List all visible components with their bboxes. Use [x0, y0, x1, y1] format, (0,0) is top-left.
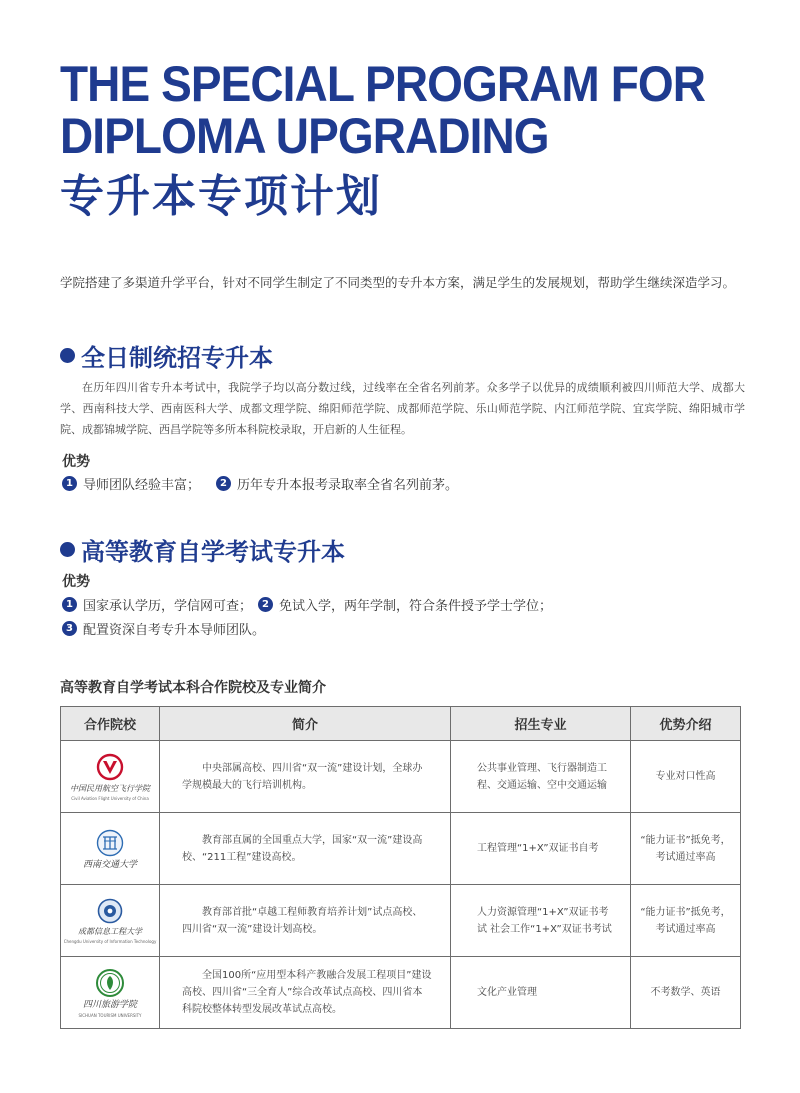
title-english-line1: THE SPECIAL PROGRAM FOR: [60, 56, 706, 112]
section2-heading: [60, 532, 345, 567]
section2-advantages-row1: [62, 595, 552, 614]
swjtu-logo-icon: [95, 828, 125, 858]
number-3-icon: 3: [62, 621, 77, 636]
header-intro: 简介: [160, 707, 451, 741]
section2-heading-text: 高等教育自学考试专升本: [81, 538, 345, 566]
number-2-icon: 2: [216, 476, 231, 491]
title-chinese: 专升本专项计划: [60, 171, 382, 222]
school-logo-cell: [61, 741, 160, 813]
school-name: 四川旅游学院: [82, 999, 137, 1010]
school-advantage: “能力证书”抵免考，考试通过率高: [631, 885, 741, 957]
section2-advantage-1: 国家承认学历，学信网可查；: [83, 599, 253, 614]
school-major: 公共事业管理、飞行器制造工程、交通运输、空中交通运输: [451, 741, 631, 813]
section1-heading: [60, 338, 273, 373]
table-row: [61, 741, 741, 813]
section1-advantage-1: 导师团队经验丰富；: [83, 478, 201, 493]
section2-advantages-label: 优势: [62, 574, 90, 590]
section2-advantage-2: 免试入学，两年学制，符合条件授予学士学位；: [279, 599, 553, 614]
table-row: [61, 885, 741, 957]
school-logo-cell: [61, 813, 160, 885]
sctu-logo-icon: [95, 968, 125, 998]
school-major: 人力资源管理“1+X”双证书考试 社会工作“1+X”双证书考试: [451, 885, 631, 957]
section1-advantages-label: 优势: [62, 454, 90, 470]
title-english-line2: DIPLOMA UPGRADING: [60, 108, 549, 164]
school-advantage: “能力证书”抵免考，考试通过率高: [631, 813, 741, 885]
school-name: 中国民用航空飞行学院: [70, 783, 150, 793]
table-row: [61, 813, 741, 885]
section2-advantage-3: 配置资深自考专升本导师团队。: [83, 623, 266, 638]
school-name: 成都信息工程大学: [78, 926, 142, 936]
school-name-en: Civil Aviation Flight University of China: [71, 795, 149, 801]
section1-heading-text: 全日制统招专升本: [81, 344, 273, 372]
table-row: [61, 957, 741, 1029]
school-intro: 教育部首批“卓越工程师教育培养计划”试点高校、四川省“双一流”建设计划高校。: [160, 885, 451, 957]
school-advantage: 不考数学、英语: [631, 957, 741, 1029]
cuit-logo-icon: [97, 898, 123, 924]
section2-advantages-row2: [62, 619, 265, 638]
title-english: [60, 58, 704, 162]
school-advantage: 专业对口性高: [631, 741, 741, 813]
section1-paragraph: 在历年四川省专升本考试中，我院学子均以高分数过线，过线率在全省名列前茅。众多学子以优异的成绩顺利被四川师范大学、成都大学、西南科技大学、西南医科大学、成都文理学院、绵阳师范学院、成都师范学院、乐山师范学院、内江师范学院、宜宾学院、绵阳城市学院、成都锦城学院、西昌学院等多所本科院校录取，开启新的人生征程。: [60, 381, 745, 436]
table-header-row: [61, 707, 741, 741]
school-major: 工程管理“1+X”双证书自考: [451, 813, 631, 885]
number-1-icon: 1: [62, 597, 77, 612]
number-1-icon: 1: [62, 476, 77, 491]
section1-advantage-2: 历年专升本报考录取率全省名列前茅。: [237, 478, 459, 493]
bullet-dot-icon: [60, 348, 75, 363]
header-school: 合作院校: [61, 707, 160, 741]
section1-advantages: [62, 474, 458, 493]
school-logo-cell: [61, 957, 160, 1029]
number-2-icon: 2: [258, 597, 273, 612]
intro-text: 学院搭建了多渠道升学平台，针对不同学生制定了不同类型的专升本方案，满足学生的发展规划，帮助学生继续深造学习。: [60, 275, 736, 290]
school-intro: 中央部属高校、四川省“双一流”建设计划，全球办学规模最大的飞行培训机构。: [160, 741, 451, 813]
bullet-dot-icon: [60, 542, 75, 557]
school-intro: 全国100所“应用型本科产教融合发展工程项目”建设高校、四川省“三全育人”综合改革试点高校、四川省本科院校整体转型发展改革试点高校。: [160, 957, 451, 1029]
school-intro: 教育部直属的全国重点大学，国家“双一流”建设高校、“211工程”建设高校。: [160, 813, 451, 885]
school-logo-cell: [61, 885, 160, 957]
partner-schools-table: [60, 706, 741, 1029]
school-name: 西南交通大学: [82, 859, 137, 870]
school-name-en: Chengdu University of Information Technology: [63, 938, 157, 944]
school-name-en: SICHUAN TOURISM UNIVERSITY: [78, 1012, 142, 1018]
school-major: 文化产业管理: [451, 957, 631, 1029]
table-title: 高等教育自学考试本科合作院校及专业简介: [60, 680, 326, 696]
cafuc-logo-icon: [96, 753, 124, 781]
header-advantage: 优势介绍: [631, 707, 741, 741]
header-major: 招生专业: [451, 707, 631, 741]
